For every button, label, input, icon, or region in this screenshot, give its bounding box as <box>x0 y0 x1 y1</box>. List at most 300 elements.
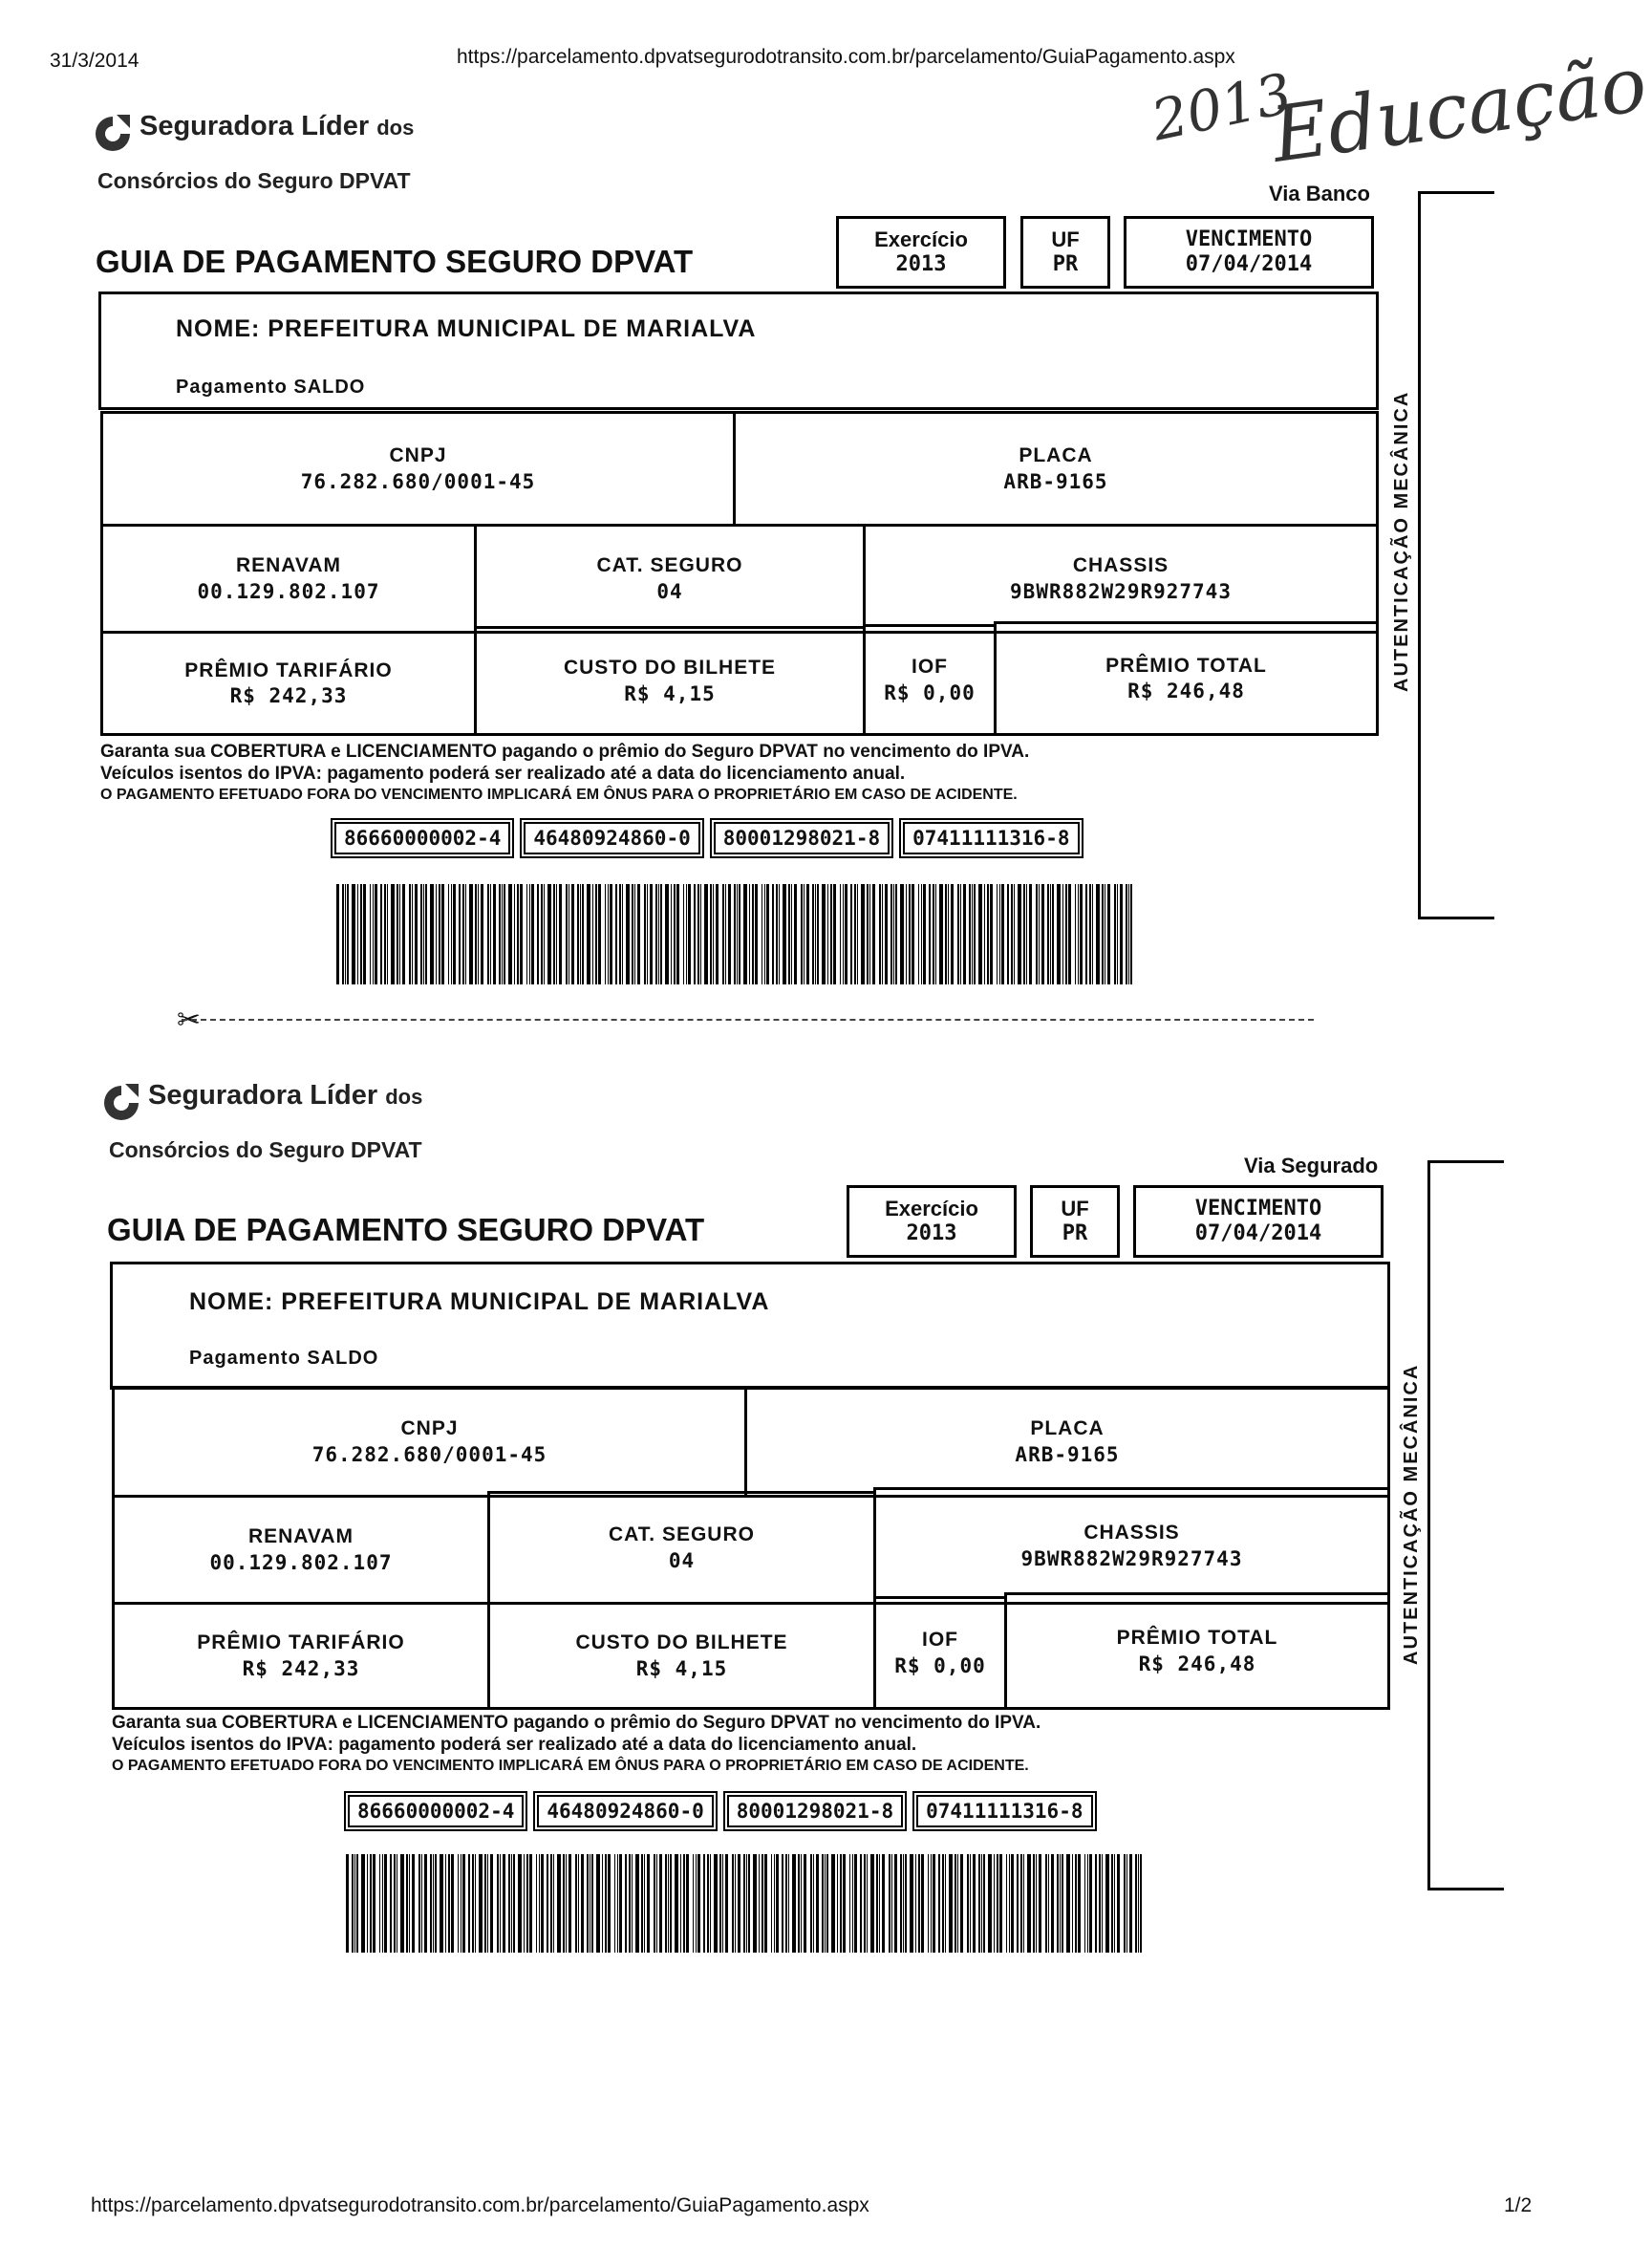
code-4: 07411111316-8 <box>903 822 1079 854</box>
barcode-bar <box>963 884 966 984</box>
barcode-bar <box>577 884 579 984</box>
barcode-bar <box>1068 884 1071 984</box>
vencimento-box <box>1124 216 1374 289</box>
barcode-bar <box>854 1854 857 1953</box>
barcode-bar <box>1102 1854 1103 1953</box>
barcode-bar <box>644 1854 645 1953</box>
barcode-bar <box>1017 1854 1019 1953</box>
barcode-bar <box>1075 884 1076 984</box>
barcode-bar <box>854 884 856 984</box>
barcode-bar <box>660 884 662 984</box>
barcode-bar <box>462 884 464 984</box>
barcode-bar <box>1009 1854 1010 1953</box>
barcode-bar <box>1050 884 1051 984</box>
barcode-bar <box>815 884 816 984</box>
barcode-bar <box>918 884 919 984</box>
barcode-bar <box>520 884 523 984</box>
barcode-bar <box>850 884 852 984</box>
barcode-bar <box>988 1854 992 1953</box>
barcode-bar <box>602 1854 603 1953</box>
barcode-bar <box>1138 1854 1139 1953</box>
barcode-bar <box>354 1854 355 1953</box>
iof-value: R$ 0,00 <box>894 1653 986 1677</box>
barcode-bar <box>798 1854 800 1953</box>
barcode-bar <box>346 1854 349 1953</box>
barcode-bar <box>935 884 936 984</box>
exercicio-label: Exercício <box>874 227 968 251</box>
autenticacao-label: AUTENTICAÇÃO MECÂNICA <box>1391 390 1412 692</box>
barcode-bar <box>694 884 696 984</box>
barcode-bar <box>1041 884 1044 984</box>
barcode-bar <box>352 884 355 984</box>
barcode-bar <box>1107 884 1110 984</box>
barcode-bar <box>1039 884 1040 984</box>
barcode-bar <box>707 1854 709 1953</box>
barcode-bar <box>739 884 740 984</box>
barcode-bar <box>634 884 635 984</box>
code-4: 07411111316-8 <box>916 1795 1092 1827</box>
note-isentos: Veículos isentos do IPVA: pagamento poderá ser realizado até a data do licenciamento anual. <box>100 763 906 784</box>
barcode-bar <box>960 1854 963 1953</box>
vencimento-label: VENCIMENTO <box>1194 1196 1322 1220</box>
renavam-value: 00.129.802.107 <box>209 1550 393 1574</box>
barcode-bar <box>948 884 949 984</box>
barcode-bar <box>912 884 914 984</box>
barcode-bar <box>900 1854 902 1953</box>
barcode-bar <box>605 884 606 984</box>
code-2: 46480924860-0 <box>524 822 699 854</box>
barcode-bar <box>439 884 440 984</box>
barcode-bar <box>406 1854 408 1953</box>
barcode-bar <box>517 884 519 984</box>
barcode-bar <box>955 1854 956 1953</box>
barcode-bar <box>580 884 581 984</box>
barcode-bar <box>1066 1854 1070 1953</box>
barcode-bar <box>412 1854 415 1953</box>
iof-value: R$ 0,00 <box>884 680 976 704</box>
barcode-bar <box>774 1854 775 1953</box>
footer-url: https://parcelamento.dpvatsegurodotransito.com.br/parcelamento/GuiaPagamento.aspx <box>91 2194 869 2216</box>
barcode-bar <box>792 1854 796 1953</box>
barcode-bar <box>526 884 527 984</box>
barcode-bar <box>1007 884 1009 984</box>
barcode-bar <box>978 884 982 984</box>
barcode-bar <box>563 1854 565 1953</box>
barcode-bar <box>671 884 672 984</box>
barcode-bar <box>981 1854 982 1953</box>
uf-label: UF <box>1051 227 1080 251</box>
barcode-bar <box>445 1854 446 1953</box>
barcode-bar <box>547 1854 548 1953</box>
barcode-bar <box>1057 1854 1059 1953</box>
barcode-bar <box>587 884 590 984</box>
barcode-bar <box>755 884 758 984</box>
barcode-bar <box>967 1854 969 1953</box>
barcode-bar <box>654 1854 655 1953</box>
barcode-bar <box>764 884 765 984</box>
barcode-bar <box>448 1854 450 1953</box>
cat-seguro-label: CAT. SEGURO <box>609 1523 755 1546</box>
barcode-bar <box>1039 1854 1041 1953</box>
barcode-bar <box>1027 1854 1031 1953</box>
barcode-bar <box>949 1854 953 1953</box>
barcode-bar <box>945 1854 946 1953</box>
barcode-bar <box>972 884 973 984</box>
iof-label: IOF <box>922 1629 958 1652</box>
barcode-bar <box>1089 1854 1092 1953</box>
barcode-bar <box>469 884 473 984</box>
barcode-bar <box>997 884 998 984</box>
barcode-bar <box>837 1854 838 1953</box>
barcode-bar <box>783 884 786 984</box>
barcode-bar <box>1072 1854 1073 1953</box>
barcode-bar <box>766 884 769 984</box>
barcode-bar <box>656 1854 657 1953</box>
barcode-bar <box>779 884 780 984</box>
barcode-bar <box>559 884 562 984</box>
barcode-bar <box>933 884 934 984</box>
premio-tarifario-cell <box>100 631 477 736</box>
barcode-bar <box>969 884 971 984</box>
nome-text: NOME: PREFEITURA MUNICIPAL DE MARIALVA <box>189 1288 770 1315</box>
barcode-bar <box>465 884 466 984</box>
barcode-bar <box>700 884 701 984</box>
barcode-bar <box>511 1854 512 1953</box>
barcode-bar <box>788 1854 789 1953</box>
barcode-bar <box>531 884 534 984</box>
chassis-value: 9BWR882W29R927743 <box>1020 1546 1243 1570</box>
barcode-bar <box>674 884 676 984</box>
barcode-bar <box>882 1854 885 1953</box>
barcode-bar <box>375 884 377 984</box>
barcode-bar <box>659 1854 662 1953</box>
premio-tarifario-label: PRÊMIO TARIFÁRIO <box>184 659 393 681</box>
logo-subtitle: Consórcios do Seguro DPVAT <box>97 168 411 193</box>
barcode-bar <box>503 1854 505 1953</box>
autenticacao-box <box>1418 191 1494 919</box>
barcode-bar <box>1020 1854 1022 1953</box>
barcode-bar <box>696 1854 697 1953</box>
renavam-cell <box>100 524 477 634</box>
barcode-bar <box>999 884 1000 984</box>
barcode-bar <box>697 884 699 984</box>
uf-box <box>1020 216 1110 289</box>
logo-subtitle: Consórcios do Seguro DPVAT <box>109 1137 422 1162</box>
barcode-bar <box>762 1854 763 1953</box>
barcode-bar <box>615 884 617 984</box>
cnpj-value: 76.282.680/0001-45 <box>311 1442 547 1466</box>
barcode-bar <box>409 884 411 984</box>
barcode-bar <box>833 884 836 984</box>
barcode-bar <box>1057 884 1061 984</box>
barcode-bar <box>1036 1854 1037 1953</box>
barcode-bar <box>791 884 792 984</box>
barcode-bar <box>595 884 597 984</box>
barcode-bar <box>484 1854 486 1953</box>
barcode-bar <box>626 884 630 984</box>
barcode-bar <box>776 1854 779 1953</box>
barcode-bar <box>440 1854 443 1953</box>
barcode-bar <box>1140 1854 1142 1953</box>
barcode-bar <box>725 1854 728 1953</box>
cnpj-value: 76.282.680/0001-45 <box>300 469 536 493</box>
barcode-bar <box>893 884 894 984</box>
barcode-bar <box>619 1854 622 1953</box>
barcode-bar <box>632 884 633 984</box>
barcode-bar <box>895 884 897 984</box>
barcode-bar <box>909 884 911 984</box>
barcode-bar <box>647 884 648 984</box>
barcode-bar <box>860 1854 862 1953</box>
placa-label: PLACA <box>1019 444 1093 467</box>
barcode-bar <box>906 884 907 984</box>
barcode-bar <box>1084 1854 1085 1953</box>
barcode-bar <box>1062 884 1063 984</box>
barcode-bar <box>665 884 669 984</box>
barcode-bar <box>536 1854 537 1953</box>
barcode-bar <box>973 1854 976 1953</box>
vencimento-value: 07/04/2014 <box>1194 1221 1322 1245</box>
notes-block <box>112 1713 1373 1775</box>
barcode-bar <box>412 884 413 984</box>
barcode-bar <box>939 884 943 984</box>
barcode-bar <box>391 884 395 984</box>
cat-seguro-cell <box>474 524 866 634</box>
barcode-bar <box>462 1854 465 1953</box>
barcode-bar <box>1023 884 1025 984</box>
barcode-bar <box>566 1854 567 1953</box>
barcode-bar <box>957 1854 958 1953</box>
barcode-bar <box>1099 1854 1101 1953</box>
barcode-bar <box>753 1854 757 1953</box>
barcode-bar <box>478 884 479 984</box>
uf-value: PR <box>1052 252 1079 276</box>
barcode-bar <box>629 1854 631 1953</box>
barcode-bar <box>890 884 892 984</box>
cnpj-cell <box>112 1386 747 1498</box>
barcode-bar <box>1011 884 1013 984</box>
barcode-bar <box>938 1854 940 1953</box>
code-3: 80001298021-8 <box>727 1795 903 1827</box>
nome-panel <box>110 1262 1390 1390</box>
barcode-bar <box>382 1854 383 1953</box>
cnpj-label: CNPJ <box>389 444 447 467</box>
barcode-bar <box>831 1854 835 1953</box>
chassis-label: CHASSIS <box>1083 1522 1180 1544</box>
cnpj-label: CNPJ <box>400 1417 459 1440</box>
barcode-bar <box>719 1854 721 1953</box>
barcode-bar <box>864 1854 866 1953</box>
print-date: 31/3/2014 <box>50 50 139 72</box>
barcode-bar <box>423 884 424 984</box>
barcode-bar <box>578 1854 579 1953</box>
barcode-bar <box>569 1854 571 1953</box>
barcode-bar <box>550 1854 552 1953</box>
barcode-bar <box>1060 1854 1061 1953</box>
barcode-bar <box>683 884 684 984</box>
barcode-bar <box>352 1854 354 1953</box>
barcode-bar <box>1105 1854 1109 1953</box>
barcode-bar <box>822 884 826 984</box>
barcode-bar <box>974 884 976 984</box>
barcode-bar <box>384 1854 387 1953</box>
nome-text: NOME: PREFEITURA MUNICIPAL DE MARIALVA <box>176 315 757 342</box>
renavam-cell <box>112 1495 490 1605</box>
barcode-bar <box>822 1854 824 1953</box>
code-1: 86660000002-4 <box>348 1795 524 1827</box>
barcode-bar <box>575 1854 577 1953</box>
barcode-bar <box>400 1854 404 1953</box>
barcode-bar <box>598 884 601 984</box>
barcode-bar <box>493 884 496 984</box>
barcode-bar <box>867 884 869 984</box>
cat-seguro-cell <box>487 1491 876 1605</box>
barcode-bar <box>1111 1854 1113 1953</box>
cat-seguro-label: CAT. SEGURO <box>596 554 743 577</box>
barcode-bar <box>514 884 515 984</box>
barcode-bar <box>683 1854 685 1953</box>
custo-bilhete-label: CUSTO DO BILHETE <box>563 657 777 680</box>
barcode-bar <box>650 884 653 984</box>
barcode-bar <box>397 884 398 984</box>
barcode-bar <box>430 1854 432 1953</box>
chassis-cell <box>873 1487 1390 1605</box>
barcode-bar <box>617 1854 618 1953</box>
exercicio-value: 2013 <box>895 252 947 276</box>
barcode-bar <box>725 884 726 984</box>
barcode-bar <box>448 884 449 984</box>
barcode-bar <box>373 1854 375 1953</box>
barcode-bar <box>541 884 543 984</box>
barcode-bar <box>1089 884 1091 984</box>
handwritten-year: 2013 <box>1146 60 1298 154</box>
barcode-bar <box>497 1854 499 1953</box>
pagamento-text: Pagamento SALDO <box>189 1348 379 1369</box>
barcode-bar <box>1006 1854 1007 1953</box>
barcode-bar <box>614 1854 615 1953</box>
cat-seguro-value: 04 <box>668 1548 696 1572</box>
barcode-bar <box>785 1854 787 1953</box>
barcode-bar <box>451 884 452 984</box>
barcode-bar <box>870 1854 874 1953</box>
barcode-bar <box>743 884 747 984</box>
logo-swirl-icon <box>100 1082 142 1124</box>
barcode-bar <box>688 884 691 984</box>
barcode-bar <box>737 884 738 984</box>
barcode-bar <box>541 1854 544 1953</box>
barcode-bar <box>1120 884 1123 984</box>
barcode-bar <box>849 1854 850 1953</box>
cut-line <box>182 1019 1314 1021</box>
barcode-bar <box>686 884 687 984</box>
barcode-bar <box>728 884 731 984</box>
barcode-bar <box>885 884 888 984</box>
barcode-bar <box>872 884 875 984</box>
barcode-bar <box>524 1854 525 1953</box>
barcode-bar <box>625 1854 627 1953</box>
barcode-bar <box>743 1854 745 1953</box>
barcode-bar <box>879 884 881 984</box>
barcode-bar <box>1033 1854 1035 1953</box>
handwritten-note: Educação <box>1266 39 1652 180</box>
placa-cell <box>744 1386 1390 1498</box>
barcode-bar <box>1014 884 1015 984</box>
barcode-bar <box>641 1854 643 1953</box>
codes-row <box>348 1795 1093 1827</box>
barcode-bar <box>910 1854 913 1953</box>
barcode-bar <box>776 884 778 984</box>
barcode-bar <box>840 884 841 984</box>
barcode-bar <box>553 1854 554 1953</box>
barcode-bar <box>420 884 422 984</box>
barcode-bar <box>544 884 545 984</box>
barcode-bar <box>945 884 947 984</box>
barcode-bar <box>1023 1854 1024 1953</box>
barcode-bar <box>732 1854 734 1953</box>
barcode-bar <box>894 1854 897 1953</box>
barcode-bar <box>499 884 501 984</box>
exercicio-label: Exercício <box>885 1196 978 1220</box>
barcode-bar <box>425 884 427 984</box>
barcode-bar <box>1001 884 1004 984</box>
barcode-bar <box>990 884 993 984</box>
guia-title: GUIA DE PAGAMENTO SEGURO DPVAT <box>107 1212 705 1247</box>
barcode-bar <box>582 884 584 984</box>
barcode <box>336 884 1131 984</box>
barcode-bar <box>960 884 961 984</box>
barcode-bar <box>1092 884 1093 984</box>
page-number: 1/2 <box>1504 2194 1533 2216</box>
barcode-bar <box>370 884 371 984</box>
barcode-bar <box>703 1854 705 1953</box>
vencimento-label: VENCIMENTO <box>1185 227 1313 251</box>
barcode-bar <box>430 884 434 984</box>
premio-total-cell <box>1004 1592 1390 1710</box>
barcode-bar <box>923 884 926 984</box>
code-3: 80001298021-8 <box>714 822 890 854</box>
placa-cell <box>733 411 1379 527</box>
barcode-bar <box>487 1854 488 1953</box>
placa-label: PLACA <box>1030 1417 1105 1440</box>
barcode-bar <box>748 1854 750 1953</box>
barcode-bar <box>764 1854 767 1953</box>
barcode-bar <box>508 884 512 984</box>
barcode-bar <box>686 1854 689 1953</box>
barcode-bar <box>1114 884 1116 984</box>
barcode-bar <box>825 1854 826 1953</box>
notes-block <box>100 742 1362 804</box>
print-url: https://parcelamento.dpvatsegurodotransito.com.br/parcelamento/GuiaPagamento.aspx <box>457 46 1235 68</box>
barcode-bar <box>759 1854 760 1953</box>
barcode-bar <box>475 884 477 984</box>
barcode-bar <box>379 1854 380 1953</box>
barcode-bar <box>931 1854 932 1953</box>
barcode-bar <box>999 1854 1002 1953</box>
uf-box <box>1030 1185 1120 1258</box>
barcode-bar <box>1075 1854 1077 1953</box>
barcode-bar <box>1087 1854 1088 1953</box>
barcode-bar <box>394 1854 396 1953</box>
autenticacao-box <box>1427 1160 1504 1890</box>
barcode-bar <box>1085 884 1087 984</box>
insurer-logo <box>92 113 414 155</box>
barcode-bar <box>994 1854 995 1953</box>
barcode-bar <box>782 1854 783 1953</box>
barcode-bar <box>481 884 483 984</box>
barcode-bar <box>772 884 774 984</box>
barcode-bar <box>840 1854 842 1953</box>
barcode-bar <box>566 884 568 984</box>
